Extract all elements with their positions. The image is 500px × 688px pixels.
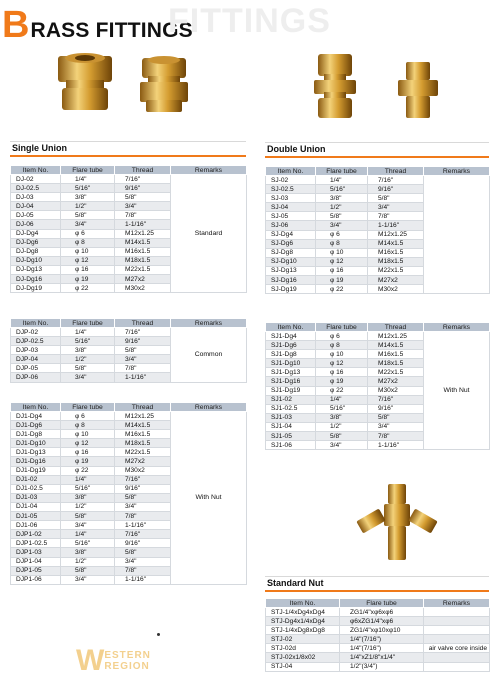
thread-cell: M22x1.5 bbox=[368, 266, 424, 275]
item-number-cell: STJ-Dg4x1/4xDg4 bbox=[266, 617, 340, 626]
item-number-cell: DJP-06 bbox=[11, 373, 61, 382]
column-header: Item No. bbox=[11, 166, 61, 175]
single-union-image-left bbox=[52, 52, 118, 114]
flare-tube-cell: 1/4"(7/16") bbox=[340, 635, 424, 644]
item-number-cell: SJ-Dg8 bbox=[266, 248, 316, 257]
thread-cell: 3/4" bbox=[115, 202, 171, 211]
column-header: Thread bbox=[115, 166, 171, 175]
table-standard-nut bbox=[265, 598, 490, 672]
thread-cell: M18x1.5 bbox=[115, 439, 171, 448]
item-number-cell: SJ1-02.5 bbox=[266, 404, 316, 413]
column-header: Flare tube bbox=[61, 319, 115, 328]
item-number-cell: DJP1-05 bbox=[11, 566, 61, 575]
flare-tube-cell: φ 19 bbox=[61, 275, 115, 284]
flare-tube-cell: 1/4" bbox=[61, 175, 115, 184]
double-union-bar bbox=[265, 156, 489, 158]
item-number-cell: DJ-Dg16 bbox=[11, 275, 61, 284]
flare-tube-cell: 5/8" bbox=[61, 566, 115, 575]
flare-tube-cell: φ 22 bbox=[61, 284, 115, 293]
double-union-image-right bbox=[396, 60, 440, 122]
single-union-header bbox=[10, 141, 246, 153]
flare-tube-cell: φ 10 bbox=[61, 430, 115, 439]
standard-nut-title: Standard Nut bbox=[267, 578, 324, 588]
thread-cell: 7/8" bbox=[115, 512, 171, 521]
flare-tube-cell: 5/16" bbox=[61, 539, 115, 548]
table-row bbox=[266, 332, 490, 341]
thread-cell: 5/8" bbox=[115, 346, 171, 355]
thread-cell: 9/16" bbox=[115, 539, 171, 548]
flare-tube-cell: φ 6 bbox=[316, 230, 368, 239]
single-union-title: Single Union bbox=[12, 143, 67, 153]
flare-tube-cell: φ 22 bbox=[316, 285, 368, 294]
flare-tube-cell: 3/8" bbox=[61, 548, 115, 557]
remarks-cell: With Nut bbox=[424, 332, 490, 450]
flare-tube-cell: φ 16 bbox=[316, 368, 368, 377]
item-number-cell: SJ-04 bbox=[266, 203, 316, 212]
column-header: Thread bbox=[368, 167, 424, 176]
item-number-cell: SJ1-05 bbox=[266, 432, 316, 441]
flare-tube-cell: φ 12 bbox=[61, 256, 115, 265]
item-number-cell: SJ1-Dg10 bbox=[266, 359, 316, 368]
item-number-cell: DJ-Dg6 bbox=[11, 238, 61, 247]
thread-cell: 5/8" bbox=[115, 193, 171, 202]
item-number-cell: DJ-Dg13 bbox=[11, 265, 61, 274]
flare-tube-cell: 5/8" bbox=[316, 432, 368, 441]
flare-tube-cell: φ 16 bbox=[61, 448, 115, 457]
table-row bbox=[266, 644, 490, 653]
flare-tube-cell: 5/16" bbox=[316, 185, 368, 194]
thread-cell: M27x2 bbox=[368, 377, 424, 386]
thread-cell: 7/8" bbox=[115, 364, 171, 373]
thread-cell: M22x1.5 bbox=[368, 368, 424, 377]
flare-tube-cell: 1/2" bbox=[316, 422, 368, 431]
company-logo bbox=[76, 644, 151, 678]
thread-cell: M14x1.5 bbox=[115, 238, 171, 247]
item-number-cell: SJ-06 bbox=[266, 221, 316, 230]
flare-tube-cell: 3/8" bbox=[61, 346, 115, 355]
thread-cell: 1-1/16" bbox=[368, 441, 424, 450]
item-number-cell: DJP1-03 bbox=[11, 548, 61, 557]
thread-cell: 3/4" bbox=[115, 502, 171, 511]
item-number-cell: DJP1-06 bbox=[11, 575, 61, 584]
thread-cell: 7/16" bbox=[115, 530, 171, 539]
thread-cell: 3/4" bbox=[115, 355, 171, 364]
flare-tube-cell: 5/8" bbox=[316, 212, 368, 221]
single-union-image-right bbox=[134, 54, 194, 116]
flare-tube-cell: ZG1/4"xφ10xφ10 bbox=[340, 626, 424, 635]
column-header: Item No. bbox=[11, 403, 61, 412]
column-header: Remarks bbox=[171, 403, 247, 412]
flare-tube-cell: φ 16 bbox=[316, 266, 368, 275]
item-number-cell: SJ-05 bbox=[266, 212, 316, 221]
column-header: Flare tube bbox=[61, 166, 115, 175]
item-number-cell: DJ1-Dg8 bbox=[11, 430, 61, 439]
thread-cell: M27x2 bbox=[115, 457, 171, 466]
remarks-cell bbox=[424, 626, 490, 635]
item-number-cell: SJ-Dg16 bbox=[266, 276, 316, 285]
single-union-bar bbox=[10, 155, 246, 157]
page-title bbox=[2, 4, 193, 46]
item-number-cell: SJ1-Dg13 bbox=[266, 368, 316, 377]
flare-tube-cell: 3/4" bbox=[316, 441, 368, 450]
flare-tube-cell: 3/8" bbox=[61, 493, 115, 502]
item-number-cell: SJ1-Dg8 bbox=[266, 350, 316, 359]
item-number-cell: STJ-1/4xDg4xDg4 bbox=[266, 608, 340, 617]
table-row bbox=[266, 176, 490, 185]
column-header: Item No. bbox=[266, 599, 340, 608]
item-number-cell: DJ1-02 bbox=[11, 475, 61, 484]
item-number-cell: SJ-02.5 bbox=[266, 185, 316, 194]
thread-cell: 3/4" bbox=[368, 203, 424, 212]
item-number-cell: DJ-04 bbox=[11, 202, 61, 211]
flare-tube-cell: 1/4" bbox=[61, 328, 115, 337]
page-dot bbox=[157, 633, 160, 636]
column-header: Remarks bbox=[424, 599, 490, 608]
remarks-cell bbox=[424, 617, 490, 626]
thread-cell: M30x2 bbox=[368, 386, 424, 395]
thread-cell: 3/4" bbox=[115, 557, 171, 566]
thread-cell: M30x2 bbox=[368, 285, 424, 294]
standard-nut-bar bbox=[265, 590, 489, 592]
item-number-cell: STJ-1/4xDg8xDg8 bbox=[266, 626, 340, 635]
table-row bbox=[266, 635, 490, 644]
table-row bbox=[11, 328, 247, 337]
thread-cell: 9/16" bbox=[115, 184, 171, 193]
table-row bbox=[11, 175, 247, 184]
title-watermark: FITTINGS bbox=[168, 2, 331, 40]
thread-cell: 5/8" bbox=[115, 548, 171, 557]
table-sj bbox=[265, 166, 490, 294]
standard-nut-header bbox=[265, 576, 489, 588]
thread-cell: M18x1.5 bbox=[368, 359, 424, 368]
item-number-cell: DJ1-Dg19 bbox=[11, 466, 61, 475]
flare-tube-cell: φ6xZG1/4"xφ6 bbox=[340, 617, 424, 626]
flare-tube-cell: φ 19 bbox=[61, 457, 115, 466]
item-number-cell: SJ1-Dg19 bbox=[266, 386, 316, 395]
thread-cell: 9/16" bbox=[115, 484, 171, 493]
flare-tube-cell: 3/4" bbox=[61, 521, 115, 530]
item-number-cell: DJP-05 bbox=[11, 364, 61, 373]
flare-tube-cell: 1/4" bbox=[61, 530, 115, 539]
item-number-cell: SJ1-04 bbox=[266, 422, 316, 431]
thread-cell: M16x1.5 bbox=[115, 430, 171, 439]
item-number-cell: DJ-Dg4 bbox=[11, 229, 61, 238]
flare-tube-cell: 5/16" bbox=[316, 404, 368, 413]
flare-tube-cell: φ 22 bbox=[61, 466, 115, 475]
item-number-cell: DJ-Dg19 bbox=[11, 284, 61, 293]
remarks-cell: Standard bbox=[171, 175, 247, 293]
item-number-cell: DJ-03 bbox=[11, 193, 61, 202]
thread-cell: 5/8" bbox=[115, 493, 171, 502]
flare-tube-cell: φ 10 bbox=[316, 248, 368, 257]
logo-line2: REGION bbox=[104, 661, 150, 672]
thread-cell: 1-1/16" bbox=[115, 220, 171, 229]
column-header: Item No. bbox=[11, 319, 61, 328]
double-union-title: Double Union bbox=[267, 144, 326, 154]
table-djp bbox=[10, 318, 247, 383]
item-number-cell: SJ1-Dg16 bbox=[266, 377, 316, 386]
column-header: Remarks bbox=[424, 167, 490, 176]
remarks-cell bbox=[424, 662, 490, 671]
thread-cell: M22x1.5 bbox=[115, 448, 171, 457]
item-number-cell: DJ1-05 bbox=[11, 512, 61, 521]
flare-tube-cell: φ 6 bbox=[61, 229, 115, 238]
item-number-cell: SJ-Dg10 bbox=[266, 257, 316, 266]
flare-tube-cell: 1/2" bbox=[61, 202, 115, 211]
thread-cell: 7/8" bbox=[368, 432, 424, 441]
flare-tube-cell: 1/2"(3/4") bbox=[340, 662, 424, 671]
column-header: Remarks bbox=[171, 319, 247, 328]
thread-cell: 9/16" bbox=[368, 404, 424, 413]
thread-cell: M16x1.5 bbox=[368, 248, 424, 257]
table-row bbox=[266, 617, 490, 626]
remarks-cell: Common bbox=[171, 328, 247, 383]
item-number-cell: DJ1-Dg6 bbox=[11, 421, 61, 430]
table-row bbox=[266, 662, 490, 671]
thread-cell: M16x1.5 bbox=[368, 350, 424, 359]
item-number-cell: SJ1-06 bbox=[266, 441, 316, 450]
item-number-cell: DJP1-04 bbox=[11, 557, 61, 566]
table-dj bbox=[10, 165, 247, 293]
column-header: Item No. bbox=[266, 167, 316, 176]
thread-cell: M30x2 bbox=[115, 284, 171, 293]
thread-cell: 1-1/16" bbox=[115, 373, 171, 382]
flare-tube-cell: 3/4" bbox=[61, 373, 115, 382]
thread-cell: 5/8" bbox=[368, 413, 424, 422]
item-number-cell: DJ1-02.5 bbox=[11, 484, 61, 493]
item-number-cell: SJ-Dg19 bbox=[266, 285, 316, 294]
item-number-cell: DJ-Dg8 bbox=[11, 247, 61, 256]
item-number-cell: DJ-02.5 bbox=[11, 184, 61, 193]
column-header: Thread bbox=[368, 323, 424, 332]
item-number-cell: DJ1-03 bbox=[11, 493, 61, 502]
column-header: Item No. bbox=[266, 323, 316, 332]
thread-cell: 7/16" bbox=[115, 475, 171, 484]
thread-cell: M27x2 bbox=[368, 276, 424, 285]
item-number-cell: STJ-02x1/8x02 bbox=[266, 653, 340, 662]
thread-cell: M16x1.5 bbox=[115, 247, 171, 256]
remarks-cell: air valve core inside bbox=[424, 644, 490, 653]
flare-tube-cell: φ 12 bbox=[316, 359, 368, 368]
table-dj1 bbox=[10, 402, 247, 585]
table-row bbox=[11, 412, 247, 421]
flare-tube-cell: 1/4" bbox=[316, 176, 368, 185]
flare-tube-cell: 1/4" bbox=[61, 475, 115, 484]
thread-cell: 9/16" bbox=[115, 337, 171, 346]
column-header: Flare tube bbox=[340, 599, 424, 608]
item-number-cell: DJ-05 bbox=[11, 211, 61, 220]
flare-tube-cell: φ 16 bbox=[61, 265, 115, 274]
remarks-cell: With Nut bbox=[171, 412, 247, 585]
item-number-cell: STJ-02 bbox=[266, 635, 340, 644]
flare-tube-cell: 1/2" bbox=[61, 502, 115, 511]
flare-tube-cell: φ 8 bbox=[316, 239, 368, 248]
thread-cell: 7/16" bbox=[368, 395, 424, 404]
thread-cell: M27x2 bbox=[115, 275, 171, 284]
item-number-cell: DJ1-Dg4 bbox=[11, 412, 61, 421]
flare-tube-cell: φ 19 bbox=[316, 377, 368, 386]
thread-cell: M30x2 bbox=[115, 466, 171, 475]
flare-tube-cell: 1/4" bbox=[316, 395, 368, 404]
remarks-cell bbox=[424, 176, 490, 294]
flare-tube-cell: φ 6 bbox=[316, 332, 368, 341]
thread-cell: 7/16" bbox=[115, 328, 171, 337]
thread-cell: 1-1/16" bbox=[115, 575, 171, 584]
flare-tube-cell: φ 22 bbox=[316, 386, 368, 395]
flare-tube-cell: 1/2" bbox=[61, 355, 115, 364]
logo-line1: ESTERN bbox=[104, 650, 151, 661]
flare-tube-cell: 3/8" bbox=[61, 193, 115, 202]
item-number-cell: SJ-03 bbox=[266, 194, 316, 203]
column-header: Remarks bbox=[171, 166, 247, 175]
thread-cell: 7/8" bbox=[115, 211, 171, 220]
item-number-cell: DJ1-Dg13 bbox=[11, 448, 61, 457]
item-number-cell: DJP-02.5 bbox=[11, 337, 61, 346]
item-number-cell: DJP-03 bbox=[11, 346, 61, 355]
flare-tube-cell: 1/2" bbox=[61, 557, 115, 566]
thread-cell: M14x1.5 bbox=[368, 341, 424, 350]
item-number-cell: DJ1-Dg16 bbox=[11, 457, 61, 466]
item-number-cell: DJ-02 bbox=[11, 175, 61, 184]
flare-tube-cell: 3/8" bbox=[316, 194, 368, 203]
item-number-cell: DJ1-Dg10 bbox=[11, 439, 61, 448]
flare-tube-cell: 3/4" bbox=[61, 220, 115, 229]
remarks-cell bbox=[424, 608, 490, 617]
item-number-cell: SJ-Dg13 bbox=[266, 266, 316, 275]
item-number-cell: SJ-02 bbox=[266, 176, 316, 185]
double-union-image-left bbox=[312, 52, 358, 120]
item-number-cell: DJP1-02.5 bbox=[11, 539, 61, 548]
thread-cell: 5/8" bbox=[368, 194, 424, 203]
thread-cell: M12x1.25 bbox=[368, 332, 424, 341]
flare-tube-cell: 5/16" bbox=[61, 484, 115, 493]
item-number-cell: SJ1-Dg4 bbox=[266, 332, 316, 341]
thread-cell: 3/4" bbox=[368, 422, 424, 431]
flare-tube-cell: φ 10 bbox=[316, 350, 368, 359]
column-header: Flare tube bbox=[316, 167, 368, 176]
item-number-cell: DJ1-06 bbox=[11, 521, 61, 530]
table-row bbox=[266, 653, 490, 662]
table-row bbox=[266, 626, 490, 635]
thread-cell: M14x1.5 bbox=[368, 239, 424, 248]
thread-cell: 7/16" bbox=[368, 176, 424, 185]
flare-tube-cell: φ 8 bbox=[61, 421, 115, 430]
thread-cell: 9/16" bbox=[368, 185, 424, 194]
item-number-cell: SJ1-03 bbox=[266, 413, 316, 422]
thread-cell: M12x1.25 bbox=[368, 230, 424, 239]
double-union-header bbox=[265, 142, 489, 154]
flare-tube-cell: 3/8" bbox=[316, 413, 368, 422]
flare-tube-cell: 3/4" bbox=[61, 575, 115, 584]
flare-tube-cell: 1/4"(7/16") bbox=[340, 644, 424, 653]
item-number-cell: DJ1-04 bbox=[11, 502, 61, 511]
item-number-cell: DJ-Dg10 bbox=[11, 256, 61, 265]
flare-tube-cell: φ 10 bbox=[61, 247, 115, 256]
column-header: Flare tube bbox=[316, 323, 368, 332]
thread-cell: M12x1.25 bbox=[115, 412, 171, 421]
thread-cell: 7/8" bbox=[115, 566, 171, 575]
thread-cell: M18x1.5 bbox=[115, 256, 171, 265]
thread-cell: 1-1/16" bbox=[115, 521, 171, 530]
flare-tube-cell: 5/8" bbox=[61, 512, 115, 521]
flare-tube-cell: 1/4"xZ1/8"x1/4" bbox=[340, 653, 424, 662]
column-header: Thread bbox=[115, 403, 171, 412]
flare-tube-cell: φ 8 bbox=[316, 341, 368, 350]
item-number-cell: STJ-02d bbox=[266, 644, 340, 653]
flare-tube-cell: 1/2" bbox=[316, 203, 368, 212]
column-header: Thread bbox=[115, 319, 171, 328]
logo-mark: W bbox=[76, 644, 103, 677]
item-number-cell: SJ1-02 bbox=[266, 395, 316, 404]
flare-tube-cell: 5/8" bbox=[61, 364, 115, 373]
flare-tube-cell: φ 19 bbox=[316, 276, 368, 285]
item-number-cell: SJ-Dg6 bbox=[266, 239, 316, 248]
flare-tube-cell: φ 12 bbox=[61, 439, 115, 448]
title-initial: B bbox=[2, 4, 30, 46]
flare-tube-cell: 5/8" bbox=[61, 211, 115, 220]
table-sj1 bbox=[265, 322, 490, 450]
thread-cell: 7/16" bbox=[115, 175, 171, 184]
item-number-cell: DJP-02 bbox=[11, 328, 61, 337]
flare-tube-cell: φ 6 bbox=[61, 412, 115, 421]
item-number-cell: DJ-06 bbox=[11, 220, 61, 229]
thread-cell: 1-1/16" bbox=[368, 221, 424, 230]
item-number-cell: DJP-04 bbox=[11, 355, 61, 364]
flare-tube-cell: φ 12 bbox=[316, 257, 368, 266]
thread-cell: M22x1.5 bbox=[115, 265, 171, 274]
thread-cell: 7/8" bbox=[368, 212, 424, 221]
remarks-cell bbox=[424, 635, 490, 644]
title-text: RASS FITTINGS bbox=[30, 19, 193, 42]
thread-cell: M14x1.5 bbox=[115, 421, 171, 430]
standard-nut-image bbox=[356, 484, 438, 564]
flare-tube-cell: φ 8 bbox=[61, 238, 115, 247]
item-number-cell: SJ-Dg4 bbox=[266, 230, 316, 239]
thread-cell: M18x1.5 bbox=[368, 257, 424, 266]
flare-tube-cell: 5/16" bbox=[61, 184, 115, 193]
item-number-cell: STJ-04 bbox=[266, 662, 340, 671]
item-number-cell: DJP1-02 bbox=[11, 530, 61, 539]
flare-tube-cell: ZG1/4"xφ6xφ6 bbox=[340, 608, 424, 617]
item-number-cell: SJ1-Dg6 bbox=[266, 341, 316, 350]
thread-cell: M12x1.25 bbox=[115, 229, 171, 238]
flare-tube-cell: 5/16" bbox=[61, 337, 115, 346]
remarks-cell bbox=[424, 653, 490, 662]
table-row bbox=[266, 608, 490, 617]
column-header: Flare tube bbox=[61, 403, 115, 412]
flare-tube-cell: 3/4" bbox=[316, 221, 368, 230]
column-header: Remarks bbox=[424, 323, 490, 332]
